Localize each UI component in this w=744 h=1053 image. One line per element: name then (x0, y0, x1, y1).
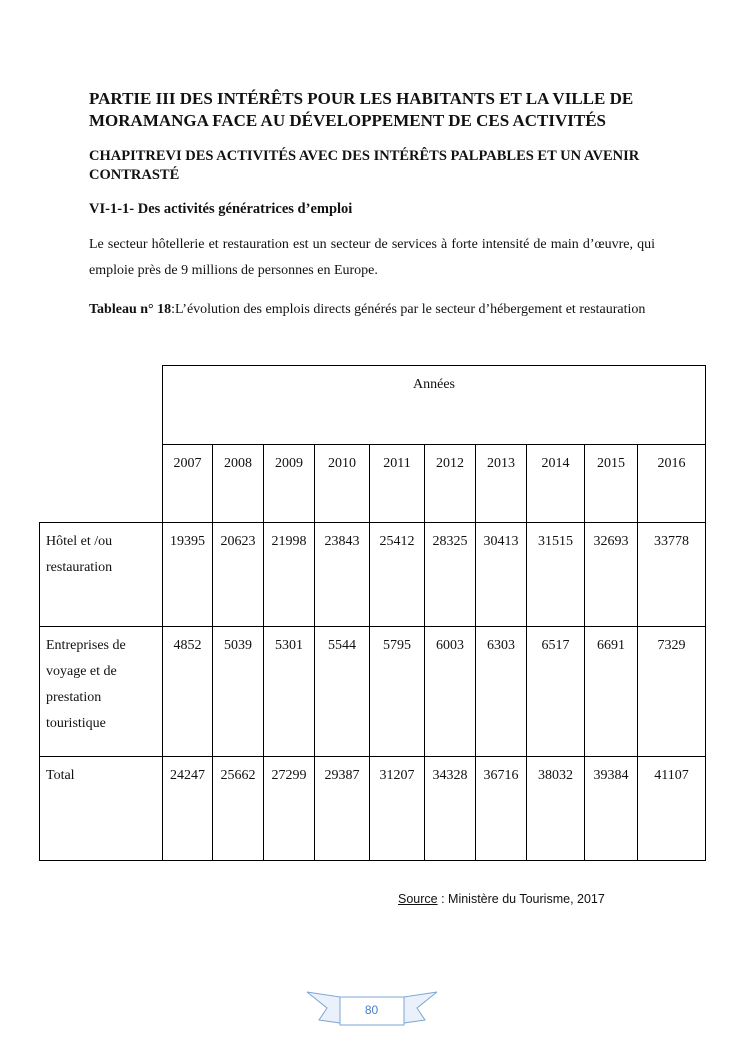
years-group-header: Années (163, 366, 706, 445)
source-text: : Ministère du Tourisme, 2017 (437, 892, 605, 906)
body-paragraph: Le secteur hôtellerie et restauration est un secteur de services à forte intensité de main d’œuvre, qui emploie près de 9 millions de personnes en Europe. (89, 237, 655, 278)
value-cell: 7329 (638, 627, 706, 757)
value-cell: 34328 (425, 757, 476, 861)
employment-table (39, 365, 706, 861)
year-cell: 2012 (425, 445, 476, 523)
year-cell: 2008 (213, 445, 264, 523)
year-cell: 2015 (585, 445, 638, 523)
table-caption-label: Tableau n° 18 (89, 302, 172, 317)
value-cell: 38032 (527, 757, 585, 861)
value-cell: 6003 (425, 627, 476, 757)
value-cell: 6691 (585, 627, 638, 757)
table-corner-cell (40, 445, 163, 523)
year-cell: 2013 (476, 445, 527, 523)
value-cell: 5039 (213, 627, 264, 757)
value-cell: 32693 (585, 523, 638, 627)
value-cell: 6517 (527, 627, 585, 757)
value-cell: 31515 (527, 523, 585, 627)
chapter-title: CHAPITREVI DES ACTIVITÉS AVEC DES INTÉRÊTS PALPABLES ET UN AVENIR CONTRASTÉ (89, 148, 640, 183)
year-cell: 2011 (370, 445, 425, 523)
value-cell: 5544 (315, 627, 370, 757)
row-label: Total (40, 757, 163, 861)
value-cell: 30413 (476, 523, 527, 627)
row-label: Hôtel et /ou restauration (40, 523, 163, 627)
page-number: 80 (364, 1003, 379, 1017)
value-cell: 24247 (163, 757, 213, 861)
year-cell: 2009 (264, 445, 315, 523)
year-cell: 2016 (638, 445, 706, 523)
value-cell: 6303 (476, 627, 527, 757)
table-header-row (40, 366, 706, 445)
years-row (40, 445, 706, 523)
value-cell: 5301 (264, 627, 315, 757)
row-label: Entreprises de voyage et de prestation touristique (40, 627, 163, 757)
table-caption (89, 297, 655, 323)
value-cell: 25412 (370, 523, 425, 627)
value-cell: 5795 (370, 627, 425, 757)
value-cell: 39384 (585, 757, 638, 861)
value-cell: 41107 (638, 757, 706, 861)
value-cell: 21998 (264, 523, 315, 627)
source-note (398, 892, 605, 906)
value-cell: 33778 (638, 523, 706, 627)
value-cell: 20623 (213, 523, 264, 627)
value-cell: 25662 (213, 757, 264, 861)
value-cell: 19395 (163, 523, 213, 627)
table-corner-cell (40, 366, 163, 445)
table-row (40, 523, 706, 627)
value-cell: 29387 (315, 757, 370, 861)
value-cell: 23843 (315, 523, 370, 627)
table-row-total (40, 757, 706, 861)
year-cell: 2010 (315, 445, 370, 523)
part-title: PARTIE III DES INTÉRÊTS POUR LES HABITANTS ET LA VILLE DE MORAMANGA FACE AU DÉVELOPPEMENT DE CES ACTIVITÉS (89, 89, 634, 130)
year-cell: 2007 (163, 445, 213, 523)
value-cell: 27299 (264, 757, 315, 861)
value-cell: 31207 (370, 757, 425, 861)
value-cell: 36716 (476, 757, 527, 861)
value-cell: 4852 (163, 627, 213, 757)
source-label: Source (398, 892, 438, 906)
year-cell: 2014 (527, 445, 585, 523)
table-caption-text: :L’évolution des emplois directs générés par le secteur d’hébergement et restauration (171, 302, 646, 317)
section-title: VI-1-1- Des activités génératrices d’emploi (89, 201, 353, 217)
table-row (40, 627, 706, 757)
value-cell: 28325 (425, 523, 476, 627)
